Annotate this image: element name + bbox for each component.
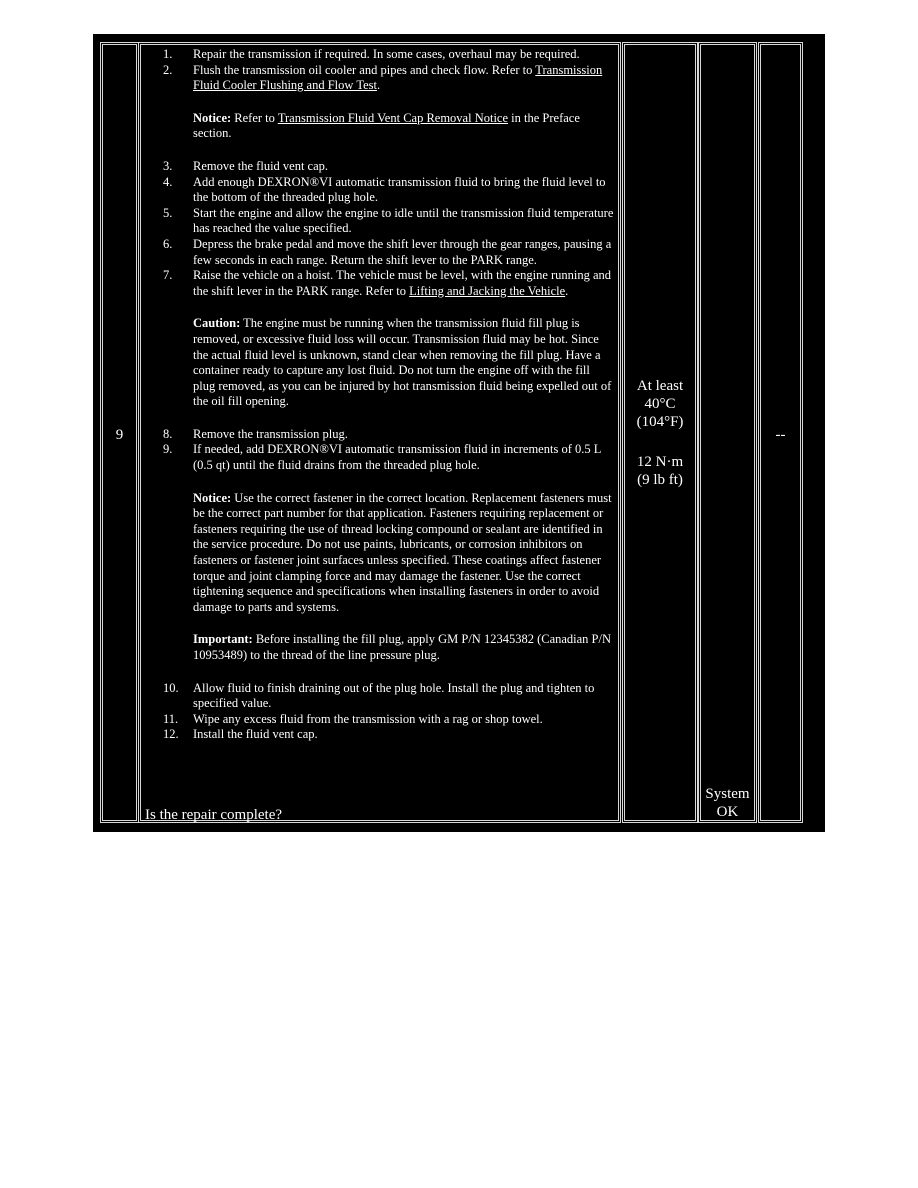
list-item: 7. Raise the vehicle on a hoist. The vehicle must be level, with the engine running and the shift lever in the PARK range. Refer to Lifting and Jacking the Vehicle.: [163, 268, 612, 298]
list-item: 8. Remove the transmission plug.: [163, 426, 348, 441]
no-value: --: [775, 427, 786, 443]
action-cell: [138, 42, 621, 823]
list-item: 11. Wipe any excess fluid from the transmission with a rag or shop towel.: [163, 711, 543, 726]
torque-value: 12 N·m (9 lb ft): [636, 454, 684, 488]
action-content: [141, 47, 618, 743]
value-cell: [622, 42, 698, 823]
list-item: 4. Add enough DEXRON®VI automatic transmission fluid to bring the fluid level to the bottom of the threaded plug hole.: [163, 174, 606, 205]
list-item: 6. Depress the brake pedal and move the shift lever through the gear ranges, pausing a few seconds in each range. Return the shift lever to the PARK range.: [163, 236, 612, 267]
list-item: 9. If needed, add DEXRON®VI automatic transmission fluid in increments of 0.5 L (0.5 qt) until the fluid drains from the threaded plug hole.: [163, 442, 601, 473]
important-block: Important: Before installing the fill plug, apply GM P/N 12345382 (Canadian P/N 10953489) to the thread of the line pressure plug.: [193, 632, 612, 662]
repair-complete-question: Is the repair complete?: [145, 807, 283, 823]
notice-vent-cap: Notice: Refer to Transmission Fluid Vent Cap Removal Notice in the Preface section.: [193, 110, 580, 141]
cooler-flush-link[interactable]: Transmission Fluid Cooler Flushing and Flow Test: [193, 62, 603, 93]
caution-block: Caution: The engine must be running when the transmission fluid fill plug is removed, or excessive fluid loss will occur. Transmission fluid may be hot. Since the actual fluid level is unknown, stand clear when removing the fill plug. Have a container ready to capture any lost fluid. Do not turn the engine off with the fill plug removed, as you can be injured by hot transmission fluid being expelled out of the oil fill opening.: [193, 316, 612, 409]
lifting-jacking-link[interactable]: Lifting and Jacking the Vehicle: [409, 283, 566, 298]
vent-cap-notice-link[interactable]: Transmission Fluid Vent Cap Removal Notice: [277, 110, 509, 125]
list-item: 3. Remove the fluid vent cap.: [163, 158, 329, 173]
list-item: 1. Repair the transmission if required. In some cases, overhaul may be required.: [163, 47, 580, 61]
list-item: 12. Install the fluid vent cap.: [163, 727, 318, 742]
system-ok-link[interactable]: System OK: [705, 786, 750, 820]
step-number: 9: [115, 427, 124, 443]
step-cell: [100, 42, 139, 823]
temperature-value: At least 40°C (104°F): [636, 378, 684, 430]
list-item: 5. Start the engine and allow the engine to idle until the transmission fluid temperature has reached the value specified.: [163, 205, 614, 236]
list-item: 10. Allow fluid to finish draining out of the plug hole. Install the plug and tighten to specified value.: [163, 680, 595, 711]
diagnostic-table: [93, 34, 825, 832]
list-item: 2. Flush the transmission oil cooler and pipes and check flow. Refer to Transmission Fluid Cooler Flushing and Flow Test.: [163, 62, 603, 93]
notice-fastener: Notice: Use the correct fastener in the correct location. Replacement fasteners must be the correct part number for that application. Fasteners requiring replacement or fasteners requiring the use of thread locking compound or sealant are identified in the service procedure. Do not use paints, lubricants, or corrosion inhibitors on fasteners or fastener joint surfaces unless specified. These coatings affect fastener torque and joint clamping force and may damage the fastener. Use the correct tightening sequence and specifications when installing fasteners in order to avoid damage to parts and systems.: [193, 490, 612, 614]
yes-cell: [698, 42, 757, 823]
no-cell: [758, 42, 803, 823]
